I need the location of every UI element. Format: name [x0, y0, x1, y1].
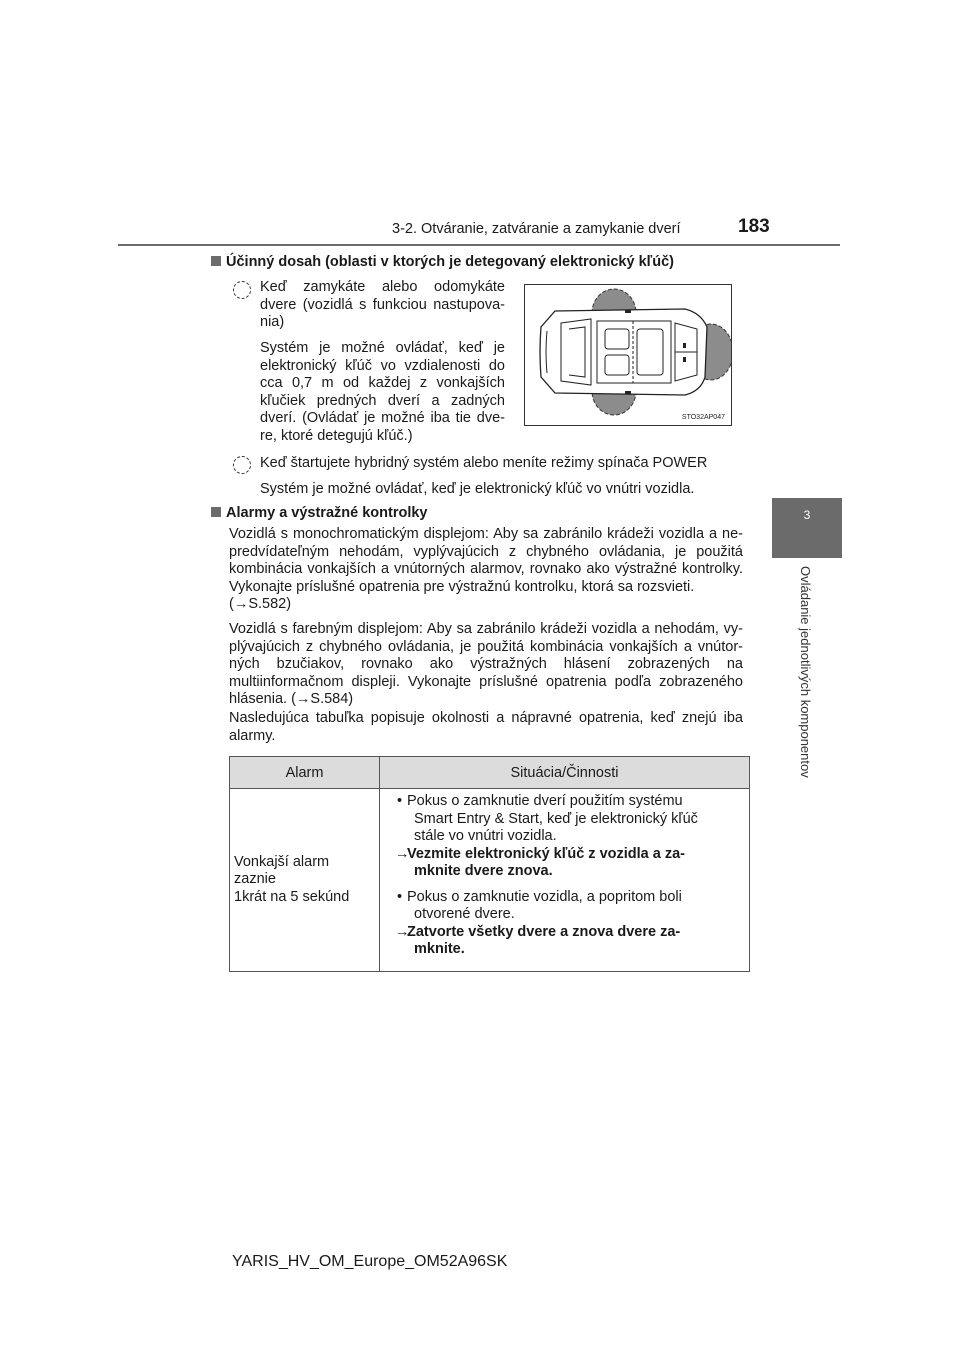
text-line: otvorené dvere.	[414, 906, 515, 922]
section-heading-text: Alarmy a výstražné kontrolky	[226, 505, 428, 521]
footer-doc-code: YARIS_HV_OM_Europe_OM52A96SK	[232, 1253, 508, 1270]
dashed-circle-icon	[233, 281, 251, 299]
car-top-view-diagram	[525, 285, 731, 425]
text-line: 1krát na 5 sekúnd	[234, 888, 350, 905]
text-line: mknite.	[414, 941, 465, 957]
item-lock-title	[260, 279, 505, 332]
arrow-icon: →	[395, 845, 410, 862]
text-line: Vozidlá s farebným displejom: Aby sa zabránilo krádeži vozidla a nehodám, vy-	[229, 621, 743, 637]
text-line: mknite dvere znova.	[414, 863, 553, 879]
chapter-tab[interactable]: 3	[772, 498, 842, 558]
text-line: alarmy.	[229, 727, 276, 744]
alarm-paragraph-mono	[229, 526, 743, 614]
table-row	[230, 789, 750, 972]
text-line: kombinácia vonkajších a vnútorných alarmov, rovnako ako výstražné kontrolky.	[229, 561, 743, 577]
section-heading-range	[211, 254, 674, 270]
text-line: dverí. (Ovládať je možné iba tie dve-	[260, 410, 505, 426]
dashed-circle-icon	[233, 456, 251, 474]
square-bullet-icon	[211, 507, 221, 517]
door-handle-front-left	[625, 310, 631, 313]
header-rule	[118, 244, 840, 246]
situation-bullet	[386, 793, 743, 846]
text-line: plývajúcich z chybného ovládania, je použitá kombinácia vonkajších a vnútor-	[229, 638, 743, 655]
chapter-label	[799, 566, 813, 818]
text-line: stále vo vnútri vozidla.	[414, 828, 557, 844]
text-line: Pokus o zamknutie vozidla, a popritom boli	[407, 888, 682, 905]
square-bullet-icon	[211, 256, 221, 266]
situation-cell	[380, 789, 750, 972]
alarm-cell	[230, 789, 380, 972]
text-line: Vykonajte príslušné opatrenia pre výstražnú kontrolku, ktorá sa rozsvieti.	[229, 578, 695, 595]
text-line: Systém je možné ovládať, keď je	[260, 340, 505, 356]
action-line	[386, 846, 743, 881]
text-line: Keď zamykáte alebo odomykáte	[260, 279, 505, 295]
section-heading-text: Účinný dosah (oblasti v ktorých je detegovaný elektronický kľúč)	[226, 254, 674, 270]
page-reference[interactable]: (→S.582)	[229, 596, 292, 612]
text-line: kľučiek predných dverí a zadných	[260, 392, 505, 409]
text-line: Zatvorte všetky dvere a znova dvere za-	[407, 923, 681, 940]
bullet-marker: •	[397, 793, 403, 809]
table-header-row	[230, 757, 750, 789]
text-line: Nasledujúca tabuľka popisuje okolnosti a nápravné opatrenia, keď znejú iba	[229, 710, 743, 726]
text-line: cca 0,7 m od každej z vonkajších	[260, 375, 505, 391]
bullet-marker: •	[397, 888, 403, 905]
section-heading-alarms	[211, 505, 427, 521]
alarm-table	[229, 756, 750, 972]
text-line: Smart Entry & Start, keď je elektronický kľúč	[414, 810, 698, 827]
text-line: multiinformačnom displeji. Vykonajte príslušné opatrenia podľa zobrazeného	[229, 673, 743, 690]
alarm-paragraph-color	[229, 621, 743, 709]
table-header-situation: Situácia/Činnosti	[380, 757, 750, 789]
chapter-label-text: Ovládanie jednotlivých komponentov	[798, 566, 813, 778]
table-header-alarm: Alarm	[230, 757, 380, 789]
text-line: Pokus o zamknutie dverí použitím systému	[407, 793, 683, 809]
text-line: dvere (vozidlá s funkciou nastupova-	[260, 296, 505, 313]
text-line: Vezmite elektronický kľúč z vozidla a za-	[407, 845, 685, 862]
text-line: Vozidlá s monochromatickým displejom: Aby sa zabránilo krádeži vozidla a ne-	[229, 526, 743, 542]
running-header-title: 3-2. Otváranie, zatváranie a zamykanie dverí	[392, 221, 681, 237]
alarm-paragraph-table-intro	[229, 710, 743, 745]
item-start-title: Keď štartujete hybridný systém alebo meníte režimy spínača POWER	[260, 455, 708, 471]
door-handle-rear-lower	[683, 357, 686, 362]
page-number: 183	[738, 216, 770, 237]
action-line	[386, 924, 743, 959]
text-line: Vonkajší alarm zaznie	[234, 853, 330, 887]
text-line: re, ktoré detegujú kľúč.)	[260, 427, 413, 444]
text-line: nia)	[260, 314, 285, 330]
text-line: ných bzučiakov, rovnako ako výstražných hlásení zobrazených na	[229, 656, 743, 672]
text-line: elektronický kľúč vo vzdialenosti do	[260, 357, 505, 374]
situation-bullet	[386, 889, 743, 924]
page-reference-line[interactable]: hlásenia. (→S.584)	[229, 691, 354, 707]
door-handle-front-right	[625, 391, 631, 394]
door-handle-rear-upper	[683, 343, 686, 348]
text-line: predvídateľným nehodám, vyplývajúcich z chybného ovládania, je použitá	[229, 543, 743, 560]
car-detection-zone-figure	[524, 284, 732, 426]
item-start-body: Systém je možné ovládať, keď je elektronický kľúč vo vnútri vozidla.	[260, 481, 695, 497]
figure-code: STO32AP047	[681, 414, 725, 421]
item-lock-body	[260, 340, 505, 445]
arrow-icon: →	[395, 923, 410, 940]
